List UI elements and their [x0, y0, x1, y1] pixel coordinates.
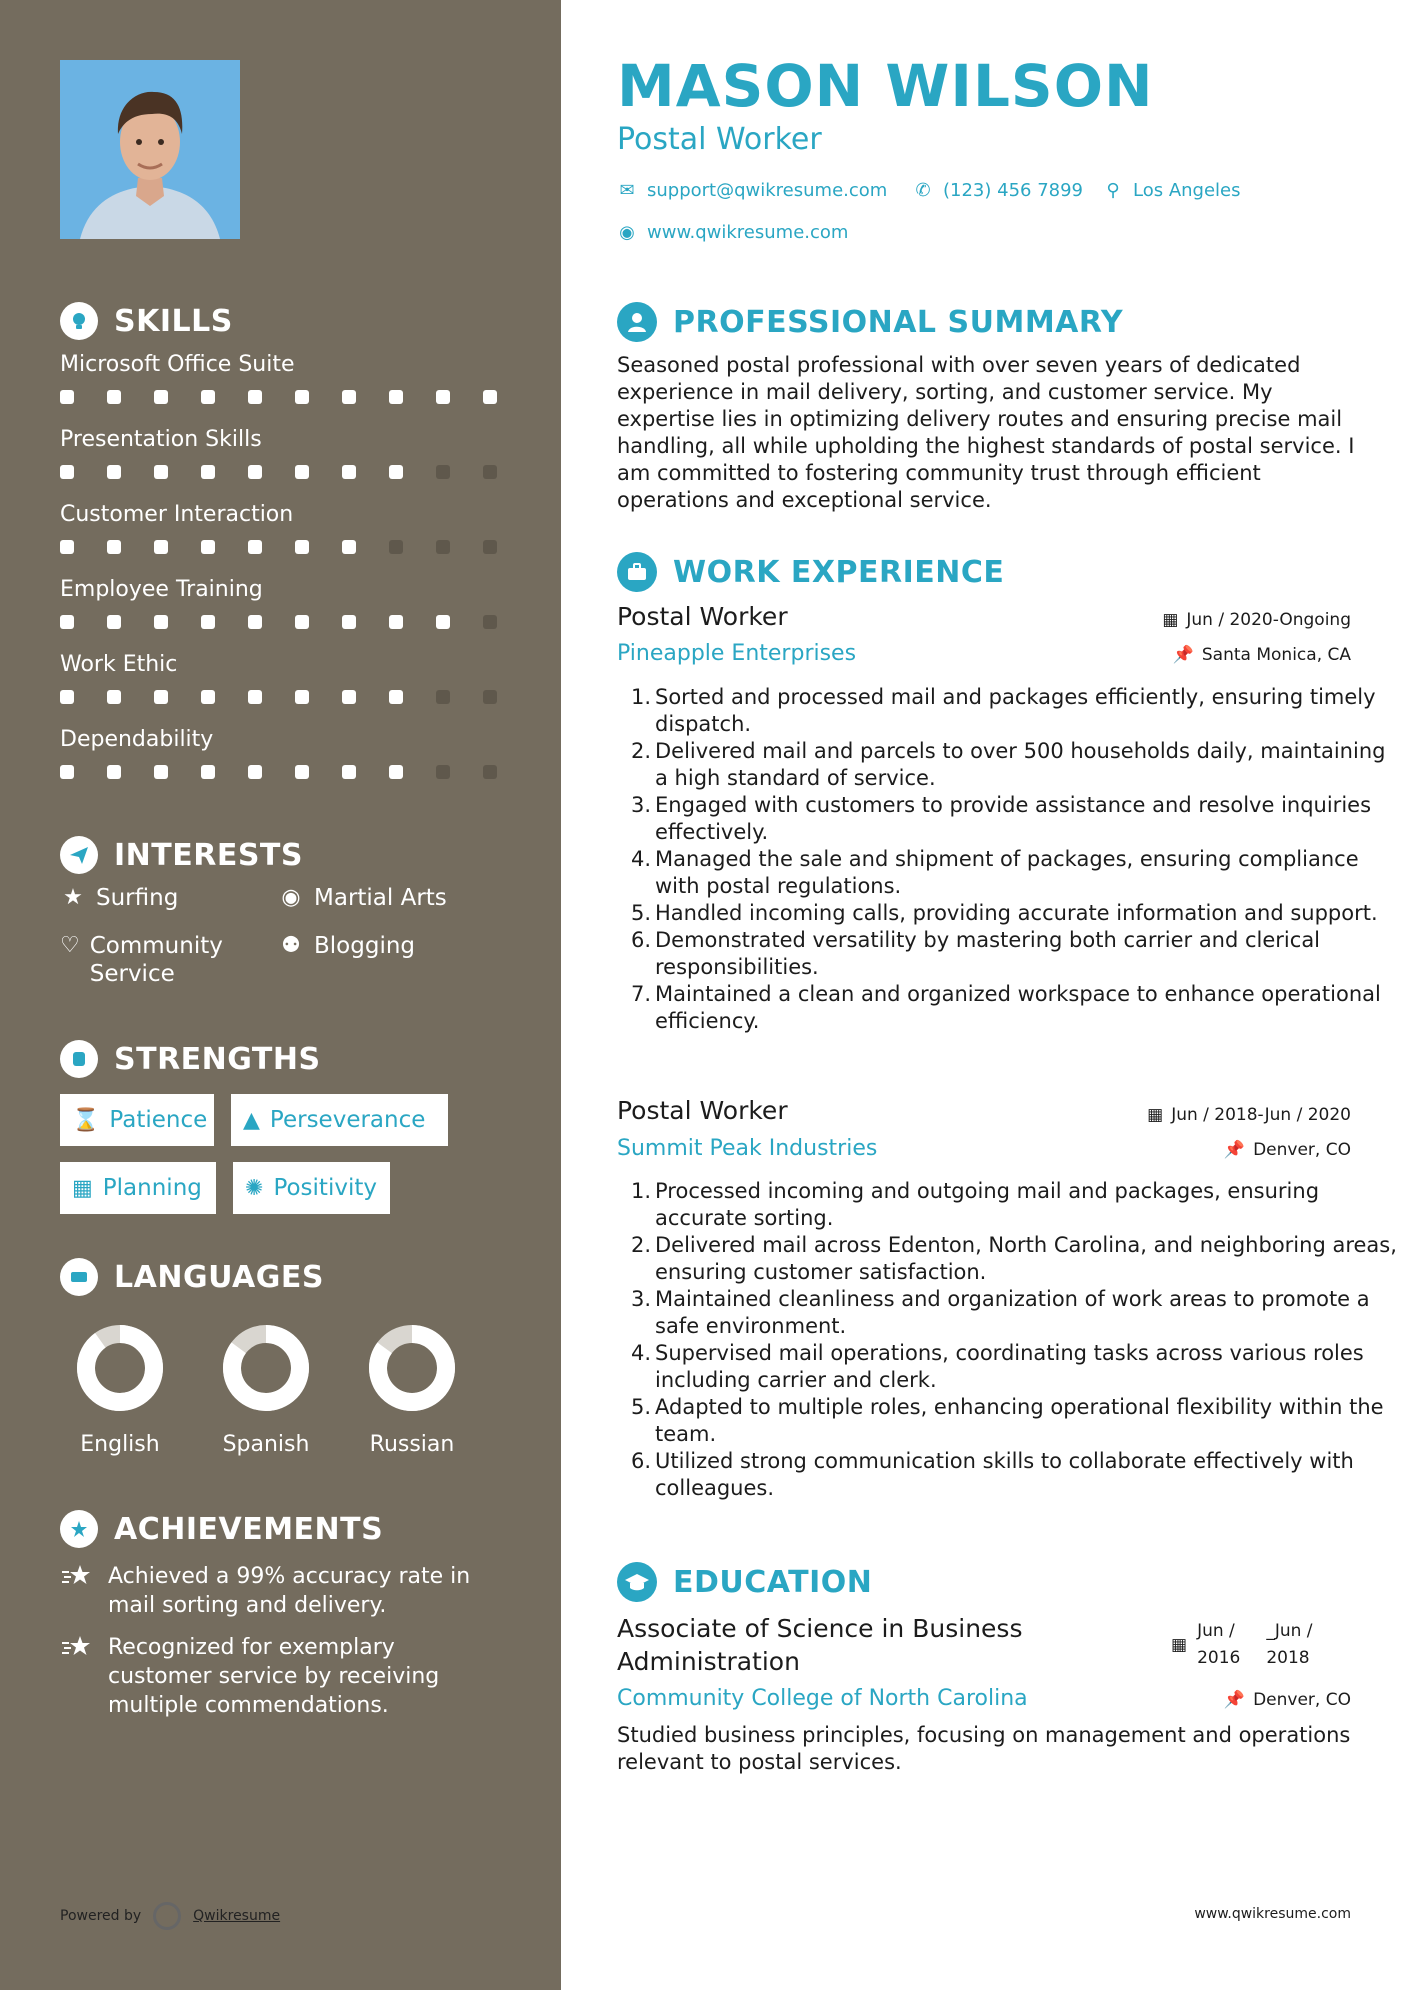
- language-item: [201, 1322, 331, 1457]
- duty-text: Processed incoming and outgoing mail and packages, ensuring accurate sorting.: [655, 1179, 1320, 1230]
- strength-label: Planning: [102, 1175, 202, 1201]
- skill-dot: [389, 390, 403, 404]
- duty-number: 4.: [630, 847, 651, 871]
- strength-label: Perseverance: [269, 1107, 426, 1133]
- strength-chip: [60, 1094, 214, 1146]
- date-part: 2016: [1197, 1648, 1241, 1668]
- duty-number: 6.: [630, 928, 651, 952]
- duty-number: 3.: [630, 793, 651, 817]
- duty-number: 2.: [630, 739, 651, 763]
- handshake-icon: ♡: [60, 933, 80, 958]
- job-location: [1224, 1140, 1351, 1160]
- duty-number: 4.: [630, 1341, 651, 1365]
- achievements-heading: [60, 1510, 383, 1548]
- skill-dot: [201, 465, 215, 479]
- briefcase-icon: [617, 552, 657, 592]
- duty-item: [630, 846, 1397, 900]
- duty-item: [630, 981, 1397, 1035]
- interest-item: [60, 932, 250, 988]
- sidebar: [0, 0, 561, 1990]
- duty-number: 6.: [630, 1449, 651, 1473]
- calendar-icon: ▦: [1147, 1105, 1164, 1125]
- envelope-icon: ✉: [619, 180, 635, 201]
- interest-label: Surfing: [96, 885, 179, 911]
- skill-dot: [248, 390, 262, 404]
- skill-dot: [60, 540, 74, 554]
- language-ring: [366, 1322, 458, 1414]
- candidate-role: Postal Worker: [617, 122, 822, 157]
- skill-dot: [107, 390, 121, 404]
- user-icon: [617, 302, 657, 342]
- graduation-cap-icon: [617, 1562, 657, 1602]
- skill-dot: [389, 765, 403, 779]
- duty-text: Sorted and processed mail and packages efficiently, ensuring timely dispatch.: [655, 685, 1376, 736]
- language-ring: [220, 1322, 312, 1414]
- interests-title: INTERESTS: [114, 837, 303, 873]
- skill-dot: [201, 765, 215, 779]
- skill-dot: [295, 465, 309, 479]
- experience-heading: [617, 552, 1004, 592]
- skill-dot: [483, 765, 497, 779]
- skill-dot: [248, 540, 262, 554]
- skills-heading: [60, 302, 233, 340]
- duty-text: Supervised mail operations, coordinating tasks across various roles including carrier and clerk.: [655, 1341, 1364, 1392]
- skill-name: Dependability: [60, 727, 214, 752]
- road-icon: ▲: [243, 1107, 260, 1133]
- duty-text: Delivered mail across Edenton, North Carolina, and neighboring areas, ensuring customer satisfaction.: [655, 1233, 1397, 1284]
- languages-heading: [60, 1258, 324, 1296]
- job-date: [1147, 1105, 1351, 1125]
- achievement-text: Recognized for exemplary customer service by receiving multiple commendations.: [108, 1635, 440, 1718]
- strength-label: Positivity: [273, 1175, 377, 1201]
- duty-item: [630, 1232, 1397, 1286]
- strengths-heading: [60, 1040, 321, 1078]
- skill-dot: [389, 690, 403, 704]
- degree-line: Associate of Science in Business: [617, 1614, 1023, 1643]
- skill-dot: [389, 615, 403, 629]
- interest-label: Martial Arts: [314, 885, 447, 911]
- skill-dot: [107, 615, 121, 629]
- skill-dot: [342, 765, 356, 779]
- location-text: Los Angeles: [1133, 180, 1241, 201]
- hourglass-icon: ⌛: [72, 1107, 100, 1133]
- skill-dot: [154, 390, 168, 404]
- language-icon: [60, 1258, 98, 1296]
- interest-label: Community Service: [89, 933, 223, 987]
- achievement-item: [60, 1633, 500, 1720]
- contact-location: [1103, 180, 1241, 201]
- job-company: Pineapple Enterprises: [617, 641, 857, 666]
- trophy-icon: [60, 1510, 98, 1548]
- skill-dot: [436, 615, 450, 629]
- duty-text: Handled incoming calls, providing accurate information and support.: [655, 901, 1378, 925]
- summary-heading: [617, 302, 1123, 342]
- skill-rating: [60, 765, 530, 779]
- skill-dot: [248, 690, 262, 704]
- skill-dot: [201, 615, 215, 629]
- skill-dot: [295, 540, 309, 554]
- skill-dot: [295, 390, 309, 404]
- duty-item: [630, 792, 1397, 846]
- phone-icon: ✆: [915, 180, 931, 201]
- ring-fill: [86, 1334, 154, 1402]
- duty-text: Utilized strong communication skills to collaborate effectively with colleagues.: [655, 1449, 1354, 1500]
- skill-dot: [389, 540, 403, 554]
- skill-dot: [342, 540, 356, 554]
- job-location-text: Santa Monica, CA: [1201, 645, 1351, 665]
- skill-dot: [248, 765, 262, 779]
- paper-plane-icon: [60, 836, 98, 874]
- duty-number: 5.: [630, 1395, 651, 1419]
- map-pin-icon: ⚲: [1106, 180, 1120, 201]
- skill-rating: [60, 615, 530, 629]
- skills-title: SKILLS: [114, 303, 233, 339]
- job-duties: [617, 684, 1397, 1035]
- duty-item: [630, 1286, 1397, 1340]
- job-company: Summit Peak Industries: [617, 1136, 878, 1161]
- skill-rating: [60, 690, 530, 704]
- duty-item: [630, 684, 1397, 738]
- globe-icon: ◉: [619, 222, 635, 243]
- duty-item: [630, 900, 1397, 927]
- globe-icon: ◉: [281, 885, 301, 910]
- degree-title: [617, 1612, 1022, 1678]
- skill-dot: [248, 465, 262, 479]
- candidate-name: MASON WILSON: [617, 52, 1154, 120]
- strengths-title: STRENGTHS: [114, 1041, 321, 1077]
- skill-dot: [60, 690, 74, 704]
- contact-phone[interactable]: [913, 180, 1083, 201]
- job-duties: [617, 1178, 1397, 1502]
- skill-name: Employee Training: [60, 577, 263, 602]
- duty-number: 7.: [630, 982, 651, 1006]
- powered-by-label: Powered by: [60, 1908, 142, 1924]
- qwikresume-logo-icon: [153, 1902, 181, 1930]
- skill-dot: [483, 540, 497, 554]
- duty-item: [630, 1448, 1397, 1502]
- duty-number: 1.: [630, 685, 651, 709]
- job-location-text: Denver, CO: [1253, 1140, 1351, 1160]
- contact-website[interactable]: [617, 222, 848, 243]
- duty-text: Delivered mail and parcels to over 500 households daily, maintaining a high standard of service.: [655, 739, 1386, 790]
- summary-title: PROFESSIONAL SUMMARY: [673, 304, 1124, 340]
- skill-dot: [154, 540, 168, 554]
- job-title: Postal Worker: [617, 602, 788, 631]
- skill-dot: [201, 390, 215, 404]
- skill-dot: [107, 765, 121, 779]
- duty-item: [630, 1394, 1397, 1448]
- skill-dot: [342, 390, 356, 404]
- job-location: [1173, 645, 1351, 665]
- summary-text: Seasoned postal professional with over seven years of dedicated experience in mail delivery, sorting, and customer service. My expertise lies in optimizing delivery routes and ensuring precise mail handling, all while upholding the highest standards of postal service. I am committed to fostering community trust through efficient operations and exceptional service.: [617, 353, 1355, 512]
- skill-dot: [342, 465, 356, 479]
- duty-number: 3.: [630, 1287, 651, 1311]
- skill-dot: [436, 690, 450, 704]
- phone-text: (123) 456 7899: [943, 180, 1084, 201]
- skill-dot: [248, 615, 262, 629]
- skill-dot: [389, 465, 403, 479]
- strength-chip: [233, 1162, 390, 1214]
- duty-text: Engaged with customers to provide assistance and resolve inquiries effectively.: [655, 793, 1372, 844]
- degree-line: Administration: [617, 1647, 800, 1676]
- website-text: www.qwikresume.com: [647, 222, 849, 243]
- interest-item: [60, 884, 178, 912]
- skill-dot: [107, 465, 121, 479]
- interests-heading: [60, 836, 303, 874]
- duty-text: Managed the sale and shipment of packages, ensuring compliance with postal regulations.: [655, 847, 1359, 898]
- duty-item: [630, 927, 1397, 981]
- skill-dot: [154, 765, 168, 779]
- skill-dot: [483, 615, 497, 629]
- pin-icon: 📌: [1172, 645, 1194, 665]
- education-location: [1224, 1690, 1351, 1710]
- skill-dot: [295, 615, 309, 629]
- date-part: _Jun /: [1266, 1621, 1313, 1641]
- job-title: Postal Worker: [617, 1096, 788, 1125]
- languages-title: LANGUAGES: [114, 1259, 324, 1295]
- job-date: [1162, 610, 1351, 630]
- interest-item: [278, 932, 415, 960]
- duty-item: [630, 1178, 1397, 1232]
- pin-icon: 📌: [1223, 1140, 1246, 1160]
- skill-dot: [342, 690, 356, 704]
- calendar-icon: ▦: [1171, 1635, 1188, 1655]
- star-icon: ★: [63, 885, 83, 910]
- skill-dot: [295, 690, 309, 704]
- education-heading: [617, 1562, 872, 1602]
- date-part: 2018: [1266, 1648, 1310, 1668]
- duty-text: Maintained cleanliness and organization of work areas to promote a safe environment.: [655, 1287, 1370, 1338]
- language-ring: [74, 1322, 166, 1414]
- duty-number: 2.: [630, 1233, 651, 1257]
- achievement-text: Achieved a 99% accuracy rate in mail sorting and delivery.: [108, 1564, 471, 1618]
- skill-name: Microsoft Office Suite: [60, 352, 295, 377]
- skill-rating: [60, 465, 530, 479]
- skill-dot: [107, 690, 121, 704]
- date-part: Jun /: [1197, 1621, 1235, 1641]
- skill-dot: [483, 390, 497, 404]
- skill-rating: [60, 540, 530, 554]
- group-icon: ⚉: [281, 933, 301, 958]
- skill-rating: [60, 390, 530, 404]
- duty-text: Adapted to multiple roles, enhancing operational flexibility within the team.: [655, 1395, 1384, 1446]
- calendar-icon: ▦: [1162, 610, 1179, 630]
- strength-chip: [231, 1094, 448, 1146]
- duty-item: [630, 738, 1397, 792]
- interest-item: [278, 884, 447, 912]
- school-name: Community College of North Carolina: [617, 1686, 1028, 1711]
- skill-dot: [60, 765, 74, 779]
- skill-name: Work Ethic: [60, 652, 178, 677]
- pin-icon: 📌: [1223, 1690, 1246, 1710]
- skill-dot: [154, 690, 168, 704]
- skill-name: Customer Interaction: [60, 502, 294, 527]
- achievement-item: [60, 1562, 500, 1620]
- shooting-star-icon: [60, 1633, 96, 1720]
- skill-dot: [342, 615, 356, 629]
- main-content: [561, 0, 1407, 1990]
- skill-dot: [154, 465, 168, 479]
- fist-icon: [60, 1040, 98, 1078]
- interest-label: Blogging: [314, 933, 416, 959]
- language-item: [347, 1322, 477, 1457]
- contact-email[interactable]: [617, 180, 887, 201]
- skill-dot: [201, 690, 215, 704]
- skill-dot: [436, 390, 450, 404]
- skill-dot: [60, 465, 74, 479]
- experience-title: WORK EXPERIENCE: [673, 554, 1005, 590]
- calendar-icon: ▦: [72, 1175, 93, 1201]
- skill-name: Presentation Skills: [60, 427, 262, 452]
- language-label: Spanish: [222, 1432, 310, 1457]
- language-label: English: [80, 1432, 160, 1457]
- duty-item: [630, 1340, 1397, 1394]
- duty-text: Maintained a clean and organized workspace to enhance operational efficiency.: [655, 982, 1381, 1033]
- skill-dot: [483, 465, 497, 479]
- skill-dot: [436, 540, 450, 554]
- strength-chip: [60, 1162, 216, 1214]
- job-date-text: Jun / 2018-Jun / 2020: [1171, 1105, 1351, 1125]
- powered-by: [60, 1902, 280, 1930]
- profile-photo: [60, 60, 240, 239]
- job-date-text: Jun / 2020-Ongoing: [1186, 610, 1351, 630]
- education-dates: [1171, 1618, 1313, 1672]
- shooting-star-icon: [60, 1562, 96, 1620]
- email-text: support@qwikresume.com: [647, 180, 888, 201]
- education-end: [1266, 1618, 1312, 1672]
- footer-url[interactable]: www.qwikresume.com: [1194, 1906, 1351, 1922]
- education-title: EDUCATION: [673, 1564, 873, 1600]
- skill-dot: [107, 540, 121, 554]
- qwikresume-link[interactable]: Qwikresume: [193, 1908, 281, 1924]
- achievements-title: ACHIEVEMENTS: [114, 1511, 384, 1547]
- lightbulb-icon: [60, 302, 98, 340]
- skill-dot: [436, 765, 450, 779]
- education-location-text: Denver, CO: [1253, 1690, 1351, 1710]
- strength-label: Patience: [109, 1107, 208, 1133]
- language-item: [55, 1322, 185, 1457]
- duty-number: 5.: [630, 901, 651, 925]
- duty-number: 1.: [630, 1179, 651, 1203]
- skill-dot: [154, 615, 168, 629]
- skill-dot: [295, 765, 309, 779]
- duty-text: Demonstrated versatility by mastering both carrier and clerical responsibilities.: [655, 928, 1321, 979]
- skill-dot: [483, 690, 497, 704]
- skill-dot: [60, 615, 74, 629]
- language-label: Russian: [369, 1432, 455, 1457]
- education-description: Studied business principles, focusing on management and operations relevant to postal services.: [617, 1723, 1351, 1774]
- skill-dot: [201, 540, 215, 554]
- skill-dot: [436, 465, 450, 479]
- education-start: [1197, 1618, 1240, 1672]
- skill-dot: [60, 390, 74, 404]
- sun-icon: ✺: [245, 1175, 264, 1201]
